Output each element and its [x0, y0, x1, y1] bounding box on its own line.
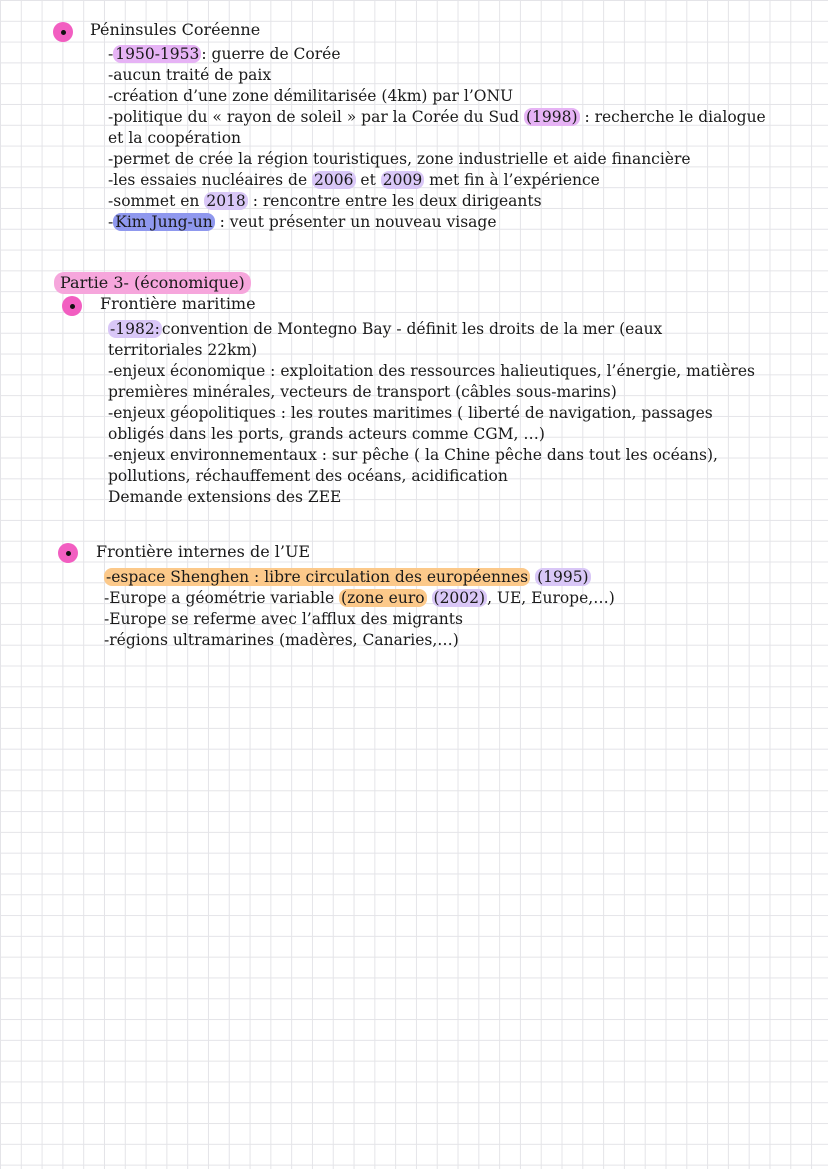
line: -permet de crée la région touristiques, zone industrielle et aide financière	[108, 150, 691, 168]
line: -Europe se referme avec l’afflux des migrants	[104, 610, 463, 628]
line: -enjeux environnementaux : sur pêche ( la Chine pêche dans tout les océans),	[108, 446, 718, 464]
line: -régions ultramarines (madères, Canaries,…)	[104, 631, 459, 649]
line: -1982: convention de Montegno Bay - définit les droits de la mer (eaux	[110, 320, 663, 338]
line: -politique du « rayon de soleil » par la Corée du Sud (1998) : recherche le dialogue	[108, 108, 766, 126]
line: et la coopération	[108, 129, 242, 147]
highlight: (1998)	[525, 108, 578, 126]
highlight: Kim Jung-un	[115, 213, 213, 231]
highlight: 2009	[382, 171, 423, 189]
part-heading: Partie 3- (économique)	[54, 272, 251, 294]
section-peninsule-lines	[108, 44, 766, 233]
line: pollutions, réchauffement des océans, acidification	[108, 467, 508, 485]
bullet-icon	[62, 296, 82, 316]
highlight: -espace Shenghen : libre circulation des européennes	[106, 568, 529, 586]
bullet-icon	[58, 543, 78, 563]
line: premières minérales, vecteurs de transport (câbles sous-marins)	[108, 383, 617, 401]
bullet-icon	[53, 22, 73, 42]
highlight: 1950-1953	[115, 45, 200, 63]
section-title-ue: Frontière internes de l’UE	[96, 542, 311, 561]
line: -création d’une zone démilitarisée (4km) par l’ONU	[108, 87, 514, 105]
line	[104, 567, 615, 588]
line: -enjeux économique : exploitation des ressources halieutiques, l’énergie, matières	[108, 362, 755, 380]
section-title-maritime: Frontière maritime	[100, 294, 256, 313]
line: -les essaies nucléaires de 2006 et 2009 met fin à l’expérience	[108, 171, 600, 189]
line: territoriales 22km)	[108, 341, 258, 359]
highlight: (2002)	[433, 589, 486, 607]
line: Demande extensions des ZEE	[108, 488, 342, 506]
line: -aucun traité de paix	[108, 66, 272, 84]
line: - 1950-1953 : guerre de Corée	[108, 45, 341, 63]
highlight: 2006	[314, 171, 354, 189]
section-ue-lines	[104, 567, 615, 651]
highlight: -1982:	[110, 320, 160, 338]
highlight: 2018	[206, 192, 246, 210]
line: - Kim Jung-un : veut présenter un nouveau visage	[108, 213, 497, 231]
highlight: (zone euro	[341, 589, 425, 607]
line: -sommet en 2018 : rencontre entre les deux dirigeants	[108, 192, 542, 210]
line: -Europe a géométrie variable (zone euro (2002) , UE, Europe,…)	[104, 589, 615, 607]
line: obligés dans les ports, grands acteurs comme CGM, …)	[108, 425, 545, 443]
line: -enjeux géopolitiques : les routes maritimes ( liberté de navigation, passages	[108, 404, 713, 422]
section-title-peninsule: Péninsules Coréenne	[90, 20, 261, 39]
section-maritime-lines	[108, 319, 755, 508]
highlight: (1995)	[537, 568, 589, 586]
